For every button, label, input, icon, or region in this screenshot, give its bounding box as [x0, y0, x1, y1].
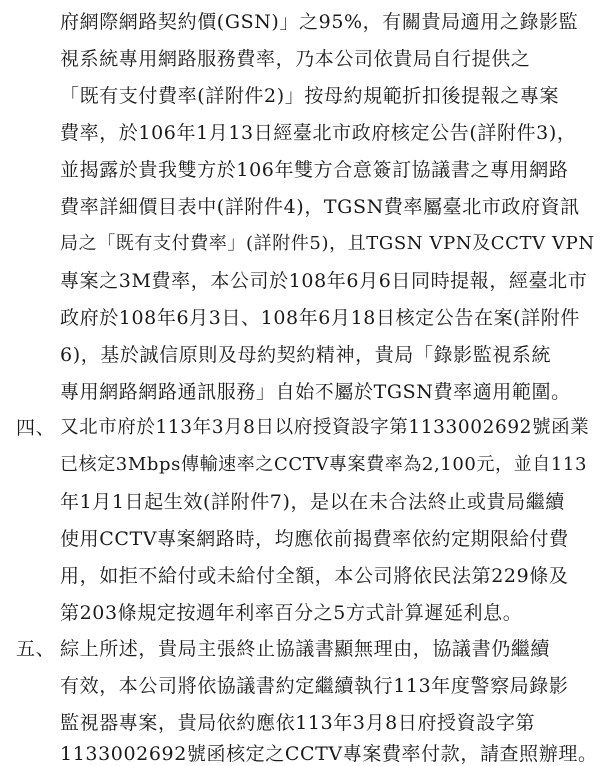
- text-line: 府網際網路契約價(GSN)」之95%，有關貴局適用之錄影監: [60, 11, 579, 33]
- text-line: 監視器專案，貴局依約應依113年3月8日府授資設字第: [60, 712, 536, 734]
- text-line: 局之「既有支付費率」(詳附件5)，且TGSN VPN及CCTV VPN: [60, 233, 595, 254]
- text-line: 年1月1日起生效(詳附件7)，是以在未合法終止或貴局繼續: [60, 491, 565, 513]
- text-line: 費率詳細價目表中(詳附件4)，TGSN費率屬臺北市政府資訊: [60, 196, 580, 218]
- text-line: 綜上所述，貴局主張終止協議書顯無理由，協議書仍繼續: [60, 638, 551, 660]
- text-line: 費率，於106年1月13日經臺北市政府核定公告(詳附件3)，: [60, 122, 577, 144]
- text-line: 「既有支付費率(詳附件2)」按母約規範折扣後提報之專案: [60, 85, 560, 107]
- text-line: 專案之3M費率，本公司於108年6月6日同時提報，經臺北市: [60, 270, 588, 292]
- text-line: 並揭露於貴我雙方於106年雙方合意簽訂協議書之專用網路: [60, 159, 569, 181]
- section-marker: 四、: [16, 417, 56, 439]
- text-line: 6)，基於誠信原則及母約契約精神，貴局「錄影監視系統: [60, 344, 552, 366]
- text-line: 有效，本公司將依協議書約定繼續執行113年度警察局錄影: [60, 675, 569, 697]
- text-line: 使用CCTV專案網路時，均應依前揭費率依約定期限給付費: [60, 528, 569, 550]
- text-line: 政府於108年6月3日、108年6月18日核定公告在案(詳附件: [60, 307, 580, 329]
- text-line: 專用網路網路通訊服務」自始不屬於TGSN費率適用範圍。: [60, 381, 571, 403]
- text-line: 第203條規定按週年利率百分之5方式計算遲延利息。: [60, 602, 523, 624]
- text-line: 視系統專用網路服務費率，乃本公司依貴局自行提供之: [60, 48, 531, 70]
- text-line: 又北市府於113年3月8日以府授資設字第1133002692號函業: [60, 417, 590, 438]
- text-line: 用，如拒不給付或未給付全額，本公司將依民法第229條及: [60, 565, 569, 587]
- section-marker: 五、: [16, 638, 56, 660]
- text-line: 已核定3Mbps傳輸速率之CCTV專案費率為2,100元，並自113: [60, 454, 587, 475]
- text-line: 1133002692號函核定之CCTV專案費率付款，請查照辦理。: [60, 743, 598, 765]
